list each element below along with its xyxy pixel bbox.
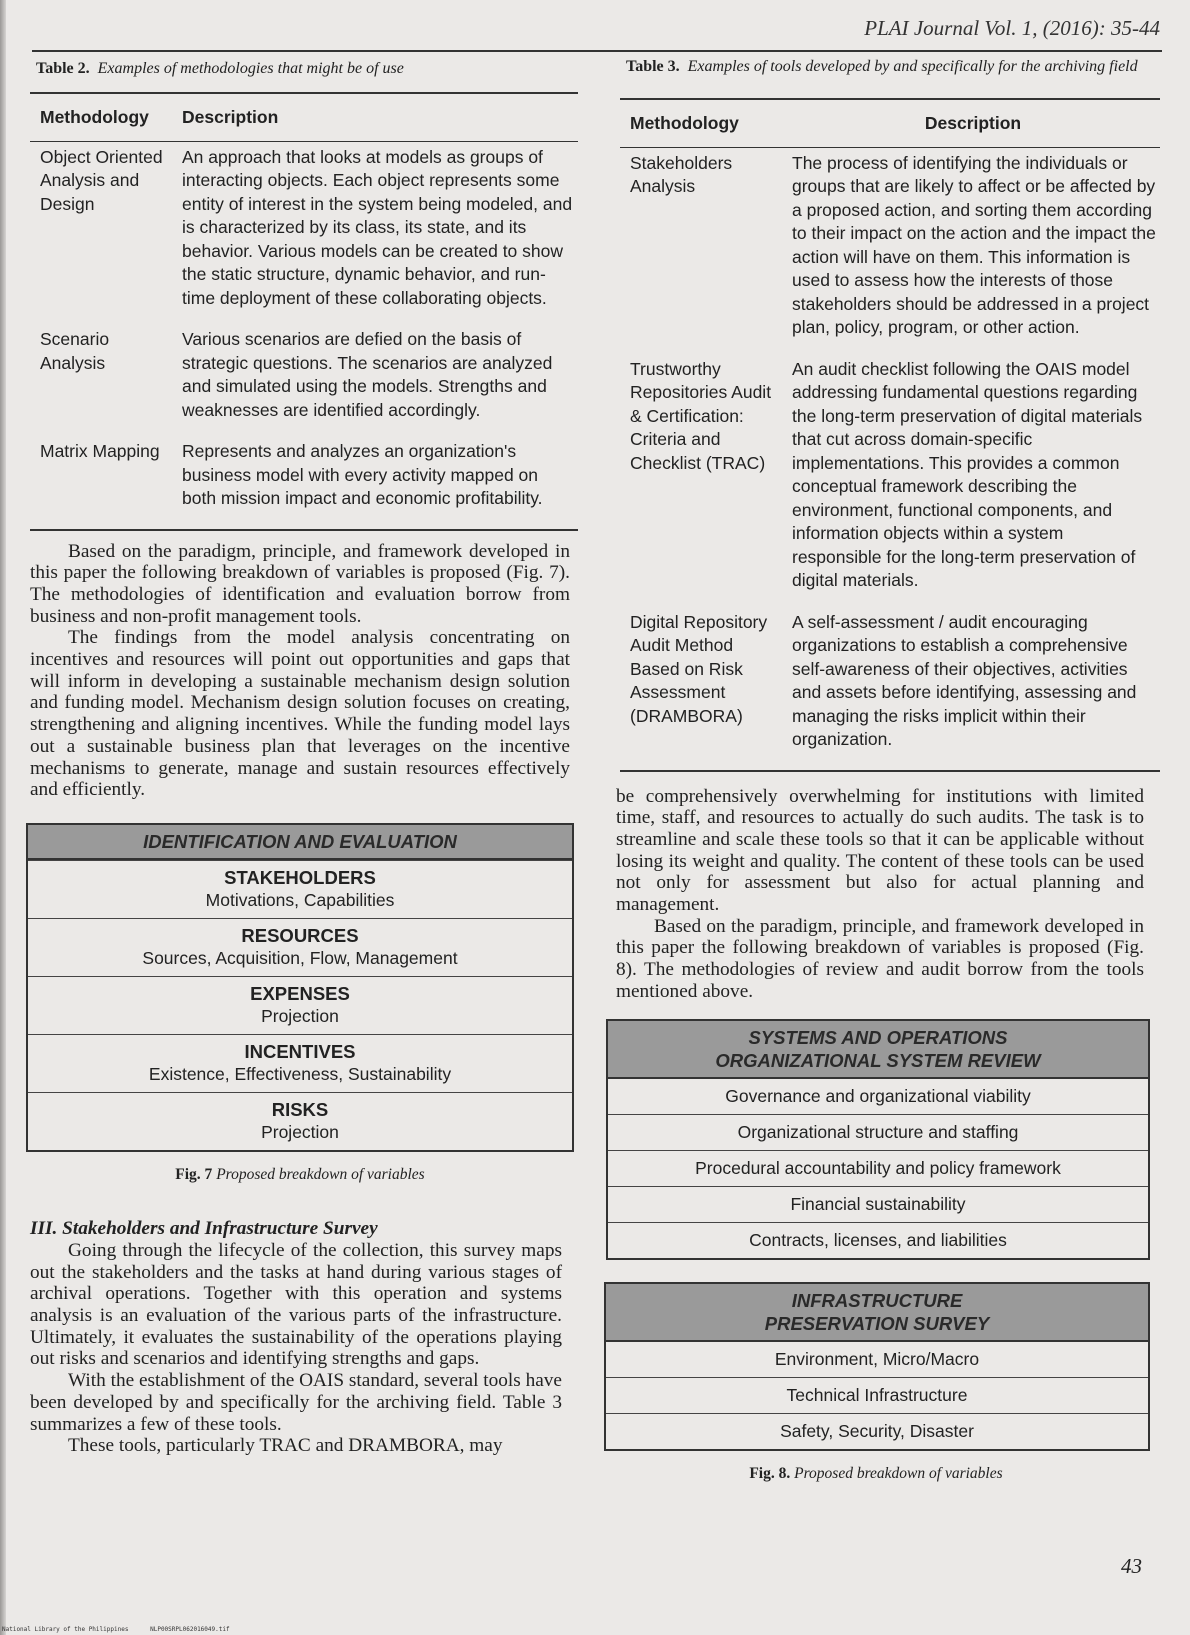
page-binding-shadow	[0, 0, 6, 1635]
table2-header-description: Description	[182, 107, 279, 127]
table3-method: Digital Repository Audit Method Based on Risk Assessment (DRAMBORA)	[630, 611, 768, 726]
table3-header-methodology: Methodology	[630, 113, 739, 133]
fig8-caption: Fig. 8. Proposed breakdown of variables	[749, 1464, 1003, 1482]
paragraph: Based on the paradigm, principle, and framework developed in this paper the following breakdown of variables is proposed (Fig. 7). The methodologies of identification and evaluation borrow from business and non-profit management tools.	[30, 540, 570, 627]
table3-desc: The process of identifying the individuals or groups that are likely to affect or be affected by a proposed action, and sorting them according to their impact on the action and the impact the action will have on them. This information is used to assess how the interests of those stakeholders should be addressed in a project plan, policy, program, or other action.	[792, 152, 1156, 337]
table2	[30, 92, 578, 531]
table3-title: Examples of tools developed by and specifically for the archiving field	[687, 58, 1138, 75]
fig7-block-resources: RESOURCES Sources, Acquisition, Flow, Management	[28, 918, 572, 976]
fig8-infrastructure-row: Technical Infrastructure	[606, 1377, 1148, 1413]
table2-row	[30, 440, 578, 530]
table3-desc: An audit checklist following the OAIS model addressing fundamental questions regarding the long-term preservation of digital materials that cut across domain-specific implementations. This provides a common conceptual framework describing the environment, functional components, and information objects within a system responsible for the long-term preservation of digital materials.	[792, 358, 1143, 590]
fig8-systems-row: Governance and organizational viability	[725, 1085, 1031, 1106]
right-column	[616, 56, 1160, 1483]
table2-label: Table 2	[36, 60, 86, 77]
paragraph: With the establishment of the OAIS standard, several tools have been developed by and specifically for the archiving field. Table 3 summarizes a few of these tools.	[30, 1370, 562, 1435]
fig7-block-incentives: INCENTIVES Existence, Effectiveness, Sustainability	[28, 1034, 572, 1092]
paragraph: Based on the paradigm, principle, and framework developed in this paper the following breakdown of variables is proposed (Fig. 8). The methodologies of review and audit borrow from the tools mentioned above.	[616, 915, 1144, 1002]
table3-row	[620, 611, 1160, 771]
page-number: 43	[1121, 1554, 1142, 1578]
table2-method: Matrix Mapping	[40, 441, 160, 461]
table2-title: Examples of methodologies that might be of use	[97, 60, 404, 77]
table3-method: Stakeholders Analysis	[630, 152, 733, 196]
fig7-diagram	[26, 823, 574, 1152]
table3-label: Table 3	[626, 58, 676, 75]
fig7-block-expenses: EXPENSES Projection	[28, 976, 572, 1034]
fig8-infrastructure-row: Safety, Security, Disaster	[606, 1413, 1148, 1449]
fig7-block-stakeholders: STAKEHOLDERS Motivations, Capabilities	[28, 860, 572, 918]
fig8-systems-row: Organizational structure and staffing	[608, 1114, 1148, 1150]
paragraph: Going through the lifecycle of the collection, this survey maps out the stakeholders and the tasks at hand during various stages of archival operations. Together with this operation and systems analysis is an evaluation of the various parts of the infrastructure. Ultimately, it evaluates the sustainability of the operations playing out risks and scenarios and identifying strengths and gaps.	[30, 1239, 562, 1370]
table3-row	[620, 147, 1160, 358]
table3-caption: Table 3. Examples of tools developed by and specifically for the archiving field	[626, 58, 1138, 75]
fig7-caption: Fig. 7 Proposed breakdown of variables	[175, 1165, 425, 1183]
fig8-systems-row: Financial sustainability	[608, 1186, 1148, 1222]
table2-row	[30, 328, 578, 440]
table2-caption: Table 2. Examples of methodologies that might be of use	[36, 60, 404, 77]
table3-desc: A self-assessment / audit encouraging organizations to establish a comprehensive self-awareness of their objectives, activities and assets before identifying, assessing and managing the risks implicit within their organization.	[792, 611, 1137, 749]
table2-desc: Represents and analyzes an organization's business model with every activity mapped on both mission impact and economic profitability.	[182, 441, 543, 508]
left-body-text	[30, 541, 570, 801]
fig8-systems-row: Procedural accountability and policy framework	[608, 1150, 1148, 1186]
table3-row	[620, 358, 1160, 611]
table2-desc: An approach that looks at models as groups of interacting objects. Each object represents some entity of interest in the system being modeled, and is characterized by its class, its state, and its behavior. Various models can be created to show the static structure, dynamic behavior, and run-time deployment of these collaborating objects.	[182, 146, 573, 308]
table2-method: Object Oriented Analysis and Design	[40, 146, 163, 214]
scan-footer: National Library of the Philippines NLP00SRPL062016049.tif	[2, 1626, 230, 1633]
fig8-systems-row: Contracts, licenses, and liabilities	[608, 1222, 1148, 1258]
paragraph: These tools, particularly TRAC and DRAMBORA, may	[68, 1435, 503, 1457]
fig7-heading: IDENTIFICATION AND EVALUATION	[28, 825, 572, 860]
paragraph: The findings from the model analysis concentrating on incentives and resources will point out opportunities and gaps that will inform in developing a sustainable mechanism design solution and funding model. Mechanism design solution focuses on creating, strengthening and aligning incentives. While the funding model lays out a sustainable business plan that leverages on the incentive mechanisms to generate, manage and sustain resources effectively and efficiently.	[30, 627, 570, 801]
section3	[30, 1218, 562, 1457]
fig8-infrastructure-box	[604, 1282, 1150, 1451]
table3-header-description: Description	[924, 113, 1022, 133]
table2-desc: Various scenarios are defied on the basis of strategic questions. The scenarios are analyzed and simulated using the models. Strengths and weaknesses are identified accordingly.	[182, 329, 553, 420]
table2-method: Scenario Analysis	[40, 329, 110, 373]
table3	[620, 98, 1160, 772]
fig8-infrastructure-heading: INFRASTRUCTURE PRESERVATION SURVEY	[606, 1284, 1148, 1342]
right-body-text	[616, 786, 1144, 1003]
journal-header: PLAI Journal Vol. 1, (2016): 35-44	[864, 16, 1160, 40]
paragraph: be comprehensively overwhelming for institutions with limited time, staff, and resources to actually do such audits. The task is to streamline and scale these tools so that it can be applicable without losing its weight and quality. The content of these tools can be used not only for assessment but also for actual planning and management.	[616, 785, 1144, 916]
table2-row	[30, 141, 578, 328]
fig7-block-risks: RISKS Projection	[28, 1092, 572, 1150]
left-column	[30, 58, 578, 1457]
fig8-systems-heading: SYSTEMS AND OPERATIONS ORGANIZATIONAL SYSTEM REVIEW	[608, 1021, 1148, 1079]
table2-header-methodology: Methodology	[40, 107, 149, 127]
fig8-infrastructure-row: Environment, Micro/Macro	[774, 1348, 980, 1369]
fig8-systems-box	[606, 1019, 1150, 1260]
header-rule	[32, 50, 1162, 52]
table3-method: Trustworthy Repositories Audit & Certification: Criteria and Checklist (TRAC)	[630, 358, 772, 473]
section3-heading: III. Stakeholders and Infrastructure Survey	[30, 1217, 378, 1239]
